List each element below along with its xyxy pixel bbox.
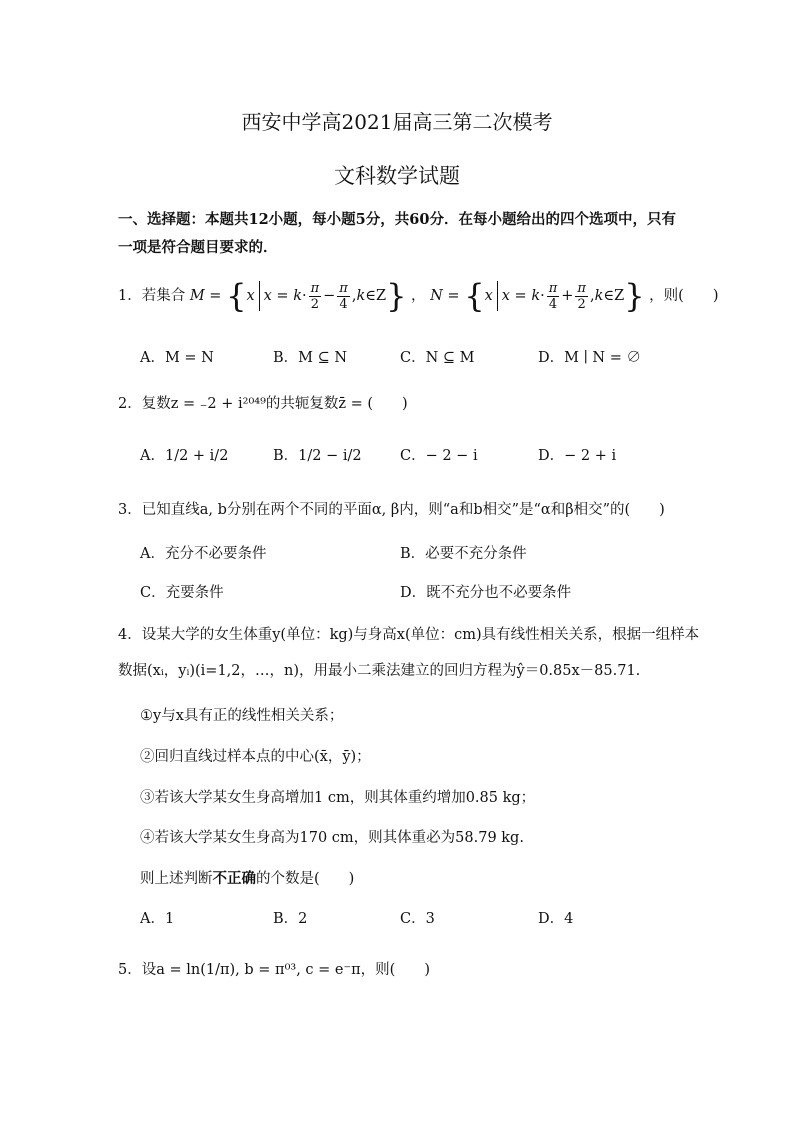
q4-ask-pre: 则上述判断 — [140, 871, 213, 887]
exam-title: 西安中学高2021届高三第二次模考 — [241, 110, 553, 134]
question-1-lead: 若集合 — [141, 288, 186, 304]
question-3 — [118, 498, 665, 519]
q4-option-b: B．2 — [273, 911, 308, 927]
q4-option-d: D．4 — [538, 911, 574, 927]
question-4-ask — [140, 867, 354, 888]
q4-statement-4: ④若该大学某女生身高为170 cm，则其体重必为58.79 kg. — [140, 830, 524, 846]
question-3-text: 已知直线a, b分别在两个不同的平面α, β内，则“a和b相交”是“α和β相交”的( ) — [141, 502, 665, 518]
question-4-text-line1: 设某大学的女生体重y(单位：kg)与身高x(单位：cm)具有线性相关关系，根据一组样本 — [141, 627, 700, 643]
question-1-tail: ，则( ) — [649, 288, 719, 304]
q4-option-a: A．1 — [140, 911, 175, 927]
question-2-number: 2． — [118, 396, 142, 412]
question-1: 1．若集合 M = {x x = k· $\frac{\pi}{2}$ − $\frac{\pi}{4}$ ,k∈Z} ， N = {x x = k· $\frac{\pi}{4}$ + $\frac{\pi}{2}$ ,k∈Z} ，则( ) — [118, 277, 719, 315]
q2-option-a: A．1/2 + i/2 — [140, 448, 229, 464]
q4-statement-2: ②回归直线过样本点的中心(x̄，ȳ)； — [140, 749, 371, 765]
question-2-text: 复数z = ₋2 + i²⁰⁴⁹的共轭复数z̄ = ( ) — [141, 396, 408, 412]
q4-option-c: C．3 — [400, 911, 435, 927]
question-1-set-m: M = {x x = k· $\frac{\pi}{2}$ − $\frac{\pi}{4}$ ,k∈Z} — [189, 277, 407, 315]
q3-option-c: C．充要条件 — [140, 585, 224, 601]
q3-option-d: D．既不充分也不必要条件 — [400, 585, 572, 601]
question-3-number: 3． — [118, 502, 142, 518]
q1-option-a: A．M = N — [140, 350, 214, 366]
question-5-text: 设a = ln(1/π), b = π⁰³, c = e⁻π，则( ) — [141, 962, 430, 978]
question-4-line1 — [118, 623, 699, 644]
q1-option-c: C．N ⊆ M — [400, 350, 475, 366]
question-5 — [118, 958, 430, 979]
section-heading-line1: 一、选择题：本题共12小题，每小题5分，共60分．在每小题给出的四个选项中，只有 — [118, 211, 676, 228]
question-1-number: 1． — [118, 288, 142, 304]
q4-ask-bold: 不正确 — [212, 870, 256, 887]
question-4-number: 4． — [118, 627, 142, 643]
q3-option-a: A．充分不必要条件 — [140, 546, 267, 562]
q3-option-b: B．必要不充分条件 — [400, 546, 527, 562]
exam-subtitle: 文科数学试题 — [334, 164, 460, 188]
question-2 — [118, 392, 408, 413]
q2-option-b: B．1/2 − i/2 — [273, 448, 362, 464]
question-1-set-n: N = {x x = k· $\frac{\pi}{4}$ + $\frac{\pi}{2}$ ,k∈Z} — [430, 277, 645, 315]
q2-option-c: C．− 2 − i — [400, 448, 478, 464]
question-5-number: 5． — [118, 962, 142, 978]
section-heading-line2: 一项是符合题目要求的． — [118, 239, 278, 256]
q4-statement-3: ③若该大学某女生身高增加1 cm，则其体重约增加0.85 kg； — [140, 790, 536, 806]
question-4-line2: 数据(xᵢ，yᵢ)(i=1,2，…，n)，用最小二乘法建立的回归方程为ŷ＝0.85x－85.71. — [118, 663, 641, 679]
q2-option-d: D．− 2 + i — [538, 448, 617, 464]
q1-option-b: B．M ⊆ N — [273, 350, 348, 366]
q4-ask-post: 的个数是( ) — [256, 871, 355, 887]
q4-statement-1: ①y与x具有正的线性相关关系； — [140, 708, 344, 724]
q1-option-d: D．M ∣ N = ∅ — [538, 350, 641, 366]
